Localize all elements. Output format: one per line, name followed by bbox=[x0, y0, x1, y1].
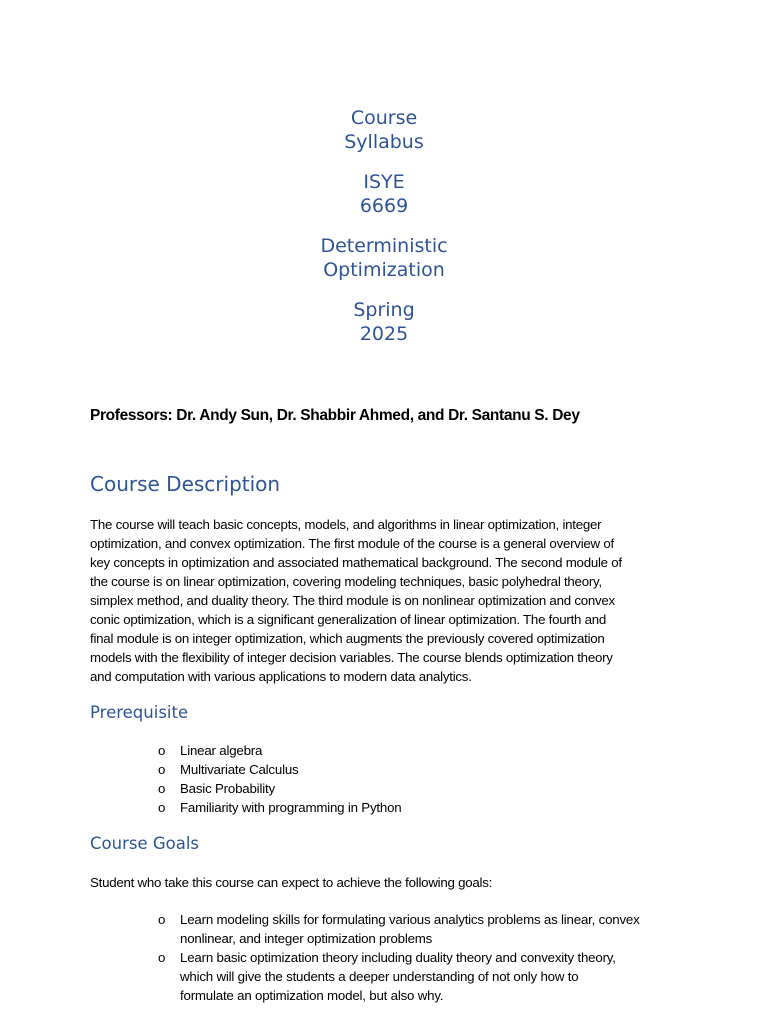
bullet-marker: o bbox=[158, 912, 166, 927]
paragraph-line: optimization, and convex optimization. The first module of the course is a general overview of bbox=[90, 536, 614, 551]
paragraph-line: models with the flexibility of integer decision variables. The course blends optimization theory bbox=[90, 650, 613, 665]
list-item bbox=[0, 948, 700, 1005]
list-item bbox=[0, 760, 700, 779]
paragraph-line: and computation with various applications to modern data analytics. bbox=[90, 669, 472, 684]
course-goals-intro bbox=[90, 873, 690, 892]
paragraph-line: simplex method, and duality theory. The third module is on nonlinear optimization and convex bbox=[90, 593, 615, 608]
professors-line: Professors: Dr. Andy Sun, Dr. Shabbir Ahmed, and Dr. Santanu S. Dey bbox=[90, 407, 580, 424]
list-item bbox=[0, 741, 700, 760]
title-course-name bbox=[0, 234, 768, 282]
bullet-marker: o bbox=[158, 743, 166, 758]
paragraph-line: conic optimization, which is a significant generalization of linear optimization. The fourth and bbox=[90, 612, 607, 627]
list-item-text: Learn basic optimization theory including duality theory and convexity theory, bbox=[180, 950, 616, 965]
course-goals-list bbox=[0, 910, 700, 1005]
course-description-heading: Course Description bbox=[90, 472, 281, 496]
list-item-text: Linear algebra bbox=[180, 743, 263, 758]
paragraph-line: key concepts in optimization and associated mathematical background. The second module of bbox=[90, 555, 622, 570]
course-goals-heading: Course Goals bbox=[90, 834, 200, 853]
list-item-text: Learn modeling skills for formulating various analytics problems as linear, convex bbox=[180, 912, 640, 927]
bullet-marker: o bbox=[158, 781, 166, 796]
list-item bbox=[0, 910, 700, 948]
prerequisite-heading: Prerequisite bbox=[90, 703, 189, 722]
paragraph-line: the course is on linear optimization, covering modeling techniques, basic polyhedral theory, bbox=[90, 574, 602, 589]
title-line: ISYE bbox=[363, 171, 405, 193]
title-line: Optimization bbox=[323, 259, 445, 281]
title-course-code bbox=[0, 170, 768, 218]
bullet-marker: o bbox=[158, 950, 166, 965]
bullet-marker: o bbox=[158, 762, 166, 777]
list-item bbox=[0, 798, 700, 817]
list-item bbox=[0, 779, 700, 798]
title-course-syllabus bbox=[0, 106, 768, 154]
title-line: 2025 bbox=[359, 323, 409, 345]
title-term bbox=[0, 298, 768, 346]
list-item-text: Familiarity with programming in Python bbox=[180, 800, 402, 815]
bullet-marker: o bbox=[158, 800, 166, 815]
list-item-text: Basic Probability bbox=[180, 781, 275, 796]
list-item-text: formulate an optimization model, but also why. bbox=[180, 988, 444, 1003]
title-line: Deterministic bbox=[320, 235, 448, 257]
title-line: Syllabus bbox=[344, 131, 424, 153]
list-item-text: Multivariate Calculus bbox=[180, 762, 299, 777]
paragraph-line: Student who take this course can expect to achieve the following goals: bbox=[90, 875, 493, 890]
syllabus-title-block bbox=[0, 106, 768, 362]
title-line: Spring bbox=[353, 299, 415, 321]
course-description-paragraph bbox=[90, 515, 690, 686]
list-item-text: which will give the students a deeper understanding of not only how to bbox=[180, 969, 579, 984]
list-item-text: nonlinear, and integer optimization problems bbox=[180, 931, 433, 946]
paragraph-line: The course will teach basic concepts, models, and algorithms in linear optimization, integer bbox=[90, 517, 602, 532]
title-line: Course bbox=[350, 107, 418, 129]
paragraph-line: final module is on integer optimization, which augments the previously covered optimization bbox=[90, 631, 605, 646]
prerequisite-list bbox=[0, 741, 700, 817]
title-line: 6669 bbox=[359, 195, 409, 217]
